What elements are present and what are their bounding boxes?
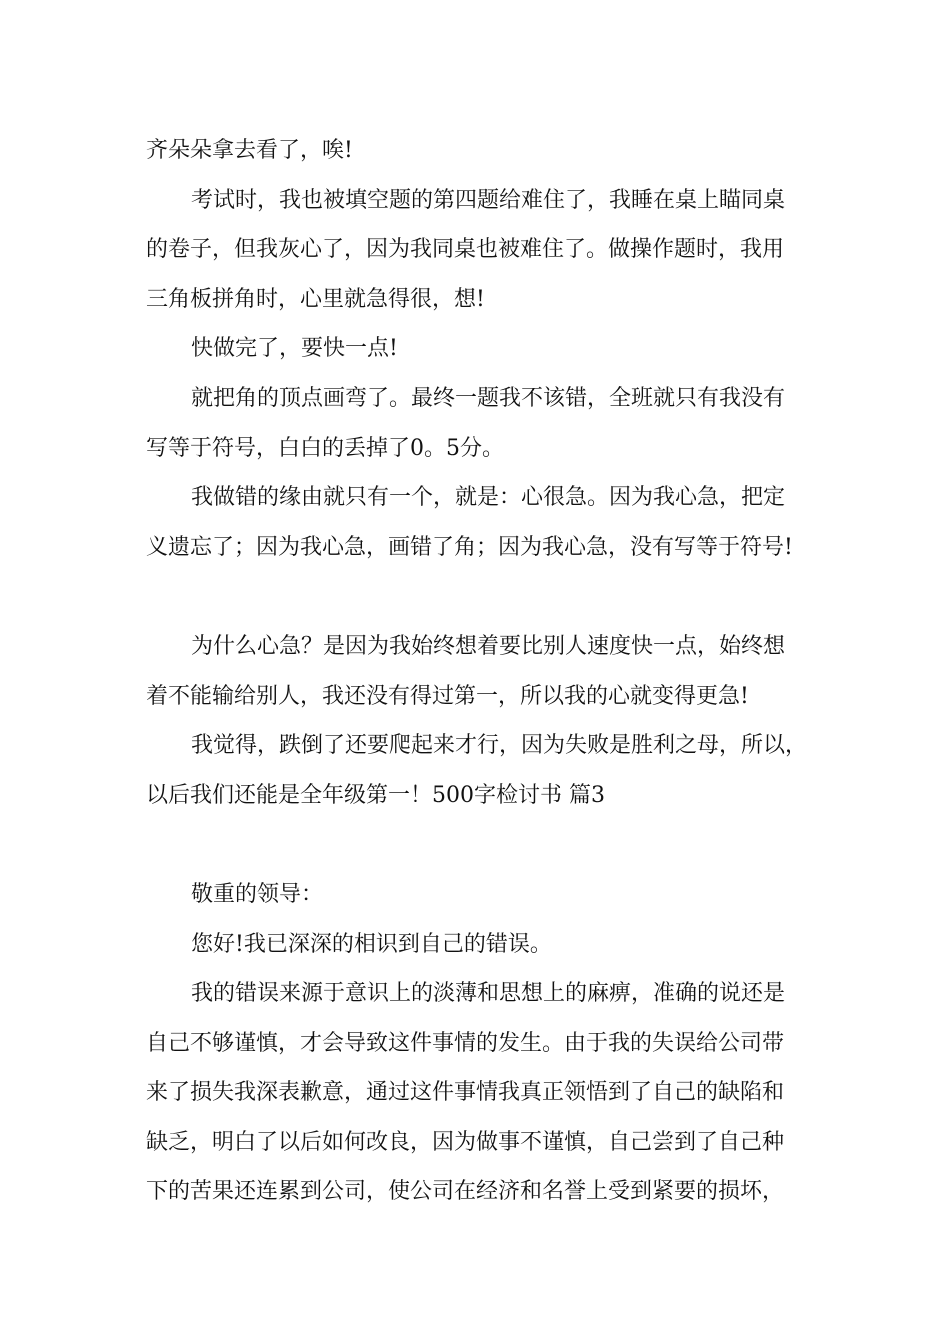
text-line: 三角板拼角时，心里就急得很，想! bbox=[146, 286, 485, 312]
salutation: 敬重的领导： bbox=[191, 881, 324, 907]
paragraph-start: 考试时，我也被填空题的第四题给难住了，我睡在桌上瞄同桌 bbox=[191, 187, 786, 213]
text-line: 自己不够谨慎，才会导致这件事情的发生。由于我的失误给公司带 bbox=[146, 1030, 785, 1056]
text-line: 下的苦果还连累到公司，使公司在经济和名誉上受到紧要的损坏， bbox=[146, 1179, 785, 1205]
paragraph-start: 您好!我已深深的相识到自己的错误。 bbox=[191, 931, 552, 957]
text-line: 义遗忘了；因为我心急，画错了角；因为我心急，没有写等于符号! bbox=[146, 534, 793, 560]
text-line: 的卷子，但我灰心了，因为我同桌也被难住了。做操作题时，我用 bbox=[146, 237, 785, 263]
paragraph-start: 快做完了，要快一点! bbox=[191, 336, 398, 362]
text-line: 着不能输给别人，我还没有得过第一，所以我的心就变得更急! bbox=[146, 683, 749, 709]
blank-line bbox=[146, 820, 822, 870]
text-line: 以后我们还能是全年级第一！500字检讨书 篇3 bbox=[146, 782, 605, 808]
paragraph-start: 我的错误来源于意识上的淡薄和思想上的麻痹，准确的说还是 bbox=[191, 981, 786, 1007]
paragraph-start: 就把角的顶点画弯了。最终一题我不该错，全班就只有我没有 bbox=[191, 385, 786, 411]
paragraph-start: 我做错的缘由就只有一个，就是：心很急。因为我心急，把定 bbox=[191, 485, 786, 511]
text-line: 齐朵朵拿去看了，唉! bbox=[146, 138, 353, 163]
text-line: 来了损失我深表歉意，通过这件事情我真正领悟到了自己的缺陷和 bbox=[146, 1080, 785, 1106]
paragraph-start: 为什么心急？是因为我始终想着要比别人速度快一点，始终想 bbox=[191, 633, 786, 659]
blank-line bbox=[146, 572, 822, 622]
paragraph-start: 我觉得，跌倒了还要爬起来才行，因为失败是胜利之母，所以， bbox=[191, 733, 808, 759]
document-body bbox=[146, 126, 822, 1217]
text-line: 写等于符号，白白的丢掉了0。5分。 bbox=[146, 435, 504, 461]
text-line: 缺乏，明白了以后如何改良，因为做事不谨慎，自己尝到了自己种 bbox=[146, 1129, 785, 1155]
